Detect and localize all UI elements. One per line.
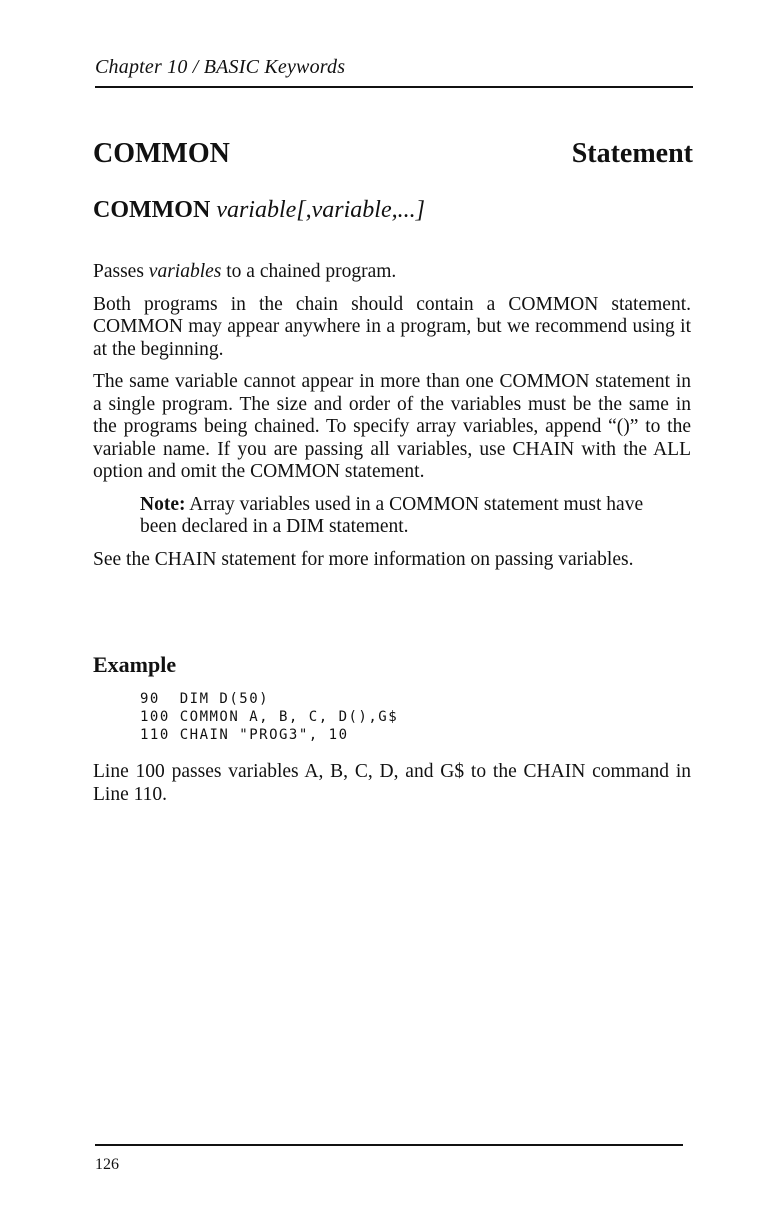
p1-text-c: to a chained program.: [221, 261, 397, 282]
note-text: Array variables used in a COMMON statement must have been declared in a DIM statement.: [140, 493, 644, 537]
code-line: 100 COMMON A, B, C, D(),G$: [140, 709, 399, 725]
entry-title-row: [93, 138, 693, 170]
header-rule: [95, 86, 693, 88]
paragraph-1: [93, 261, 691, 284]
entry-type: Statement: [571, 138, 693, 169]
p1-text-a: Passes: [93, 261, 149, 282]
note-label: Note:: [140, 493, 186, 515]
syntax-line: [93, 197, 425, 224]
syntax-args: variable[,variable,...]: [216, 197, 425, 223]
syntax-keyword: COMMON: [93, 197, 211, 223]
footer-rule: [95, 1144, 683, 1146]
running-head: Chapter 10 / BASIC Keywords: [95, 56, 346, 78]
page-number: 126: [95, 1156, 119, 1173]
paragraph-3: The same variable cannot appear in more than one COMMON statement in a single program. The size and order of the variables must be the same in the programs being chained. To specify array variables, append “()” to the variable name. If you are passing all variables, use CHAIN with the ALL option and omit the COMMON statement.: [93, 371, 691, 482]
paragraph-4: See the CHAIN statement for more information on passing variables.: [93, 548, 634, 570]
example-explanation: Line 100 passes variables A, B, C, D, and G$ to the CHAIN command in Line 110.: [93, 761, 691, 805]
code-listing: [140, 690, 398, 744]
code-line: 90 DIM D(50): [140, 691, 270, 707]
p1-italic-word: variables: [148, 261, 222, 282]
example-explanation-block: [93, 761, 691, 806]
note-block: [140, 494, 660, 539]
example-heading: Example: [93, 652, 177, 677]
code-line: 110 CHAIN "PROG3", 10: [140, 727, 349, 743]
paragraph-2: Both programs in the chain should contain a COMMON statement. COMMON may appear anywhere in a program, but we recommend using it at the beginning.: [93, 293, 691, 360]
description-body: [93, 261, 691, 581]
entry-keyword: COMMON: [93, 138, 230, 169]
